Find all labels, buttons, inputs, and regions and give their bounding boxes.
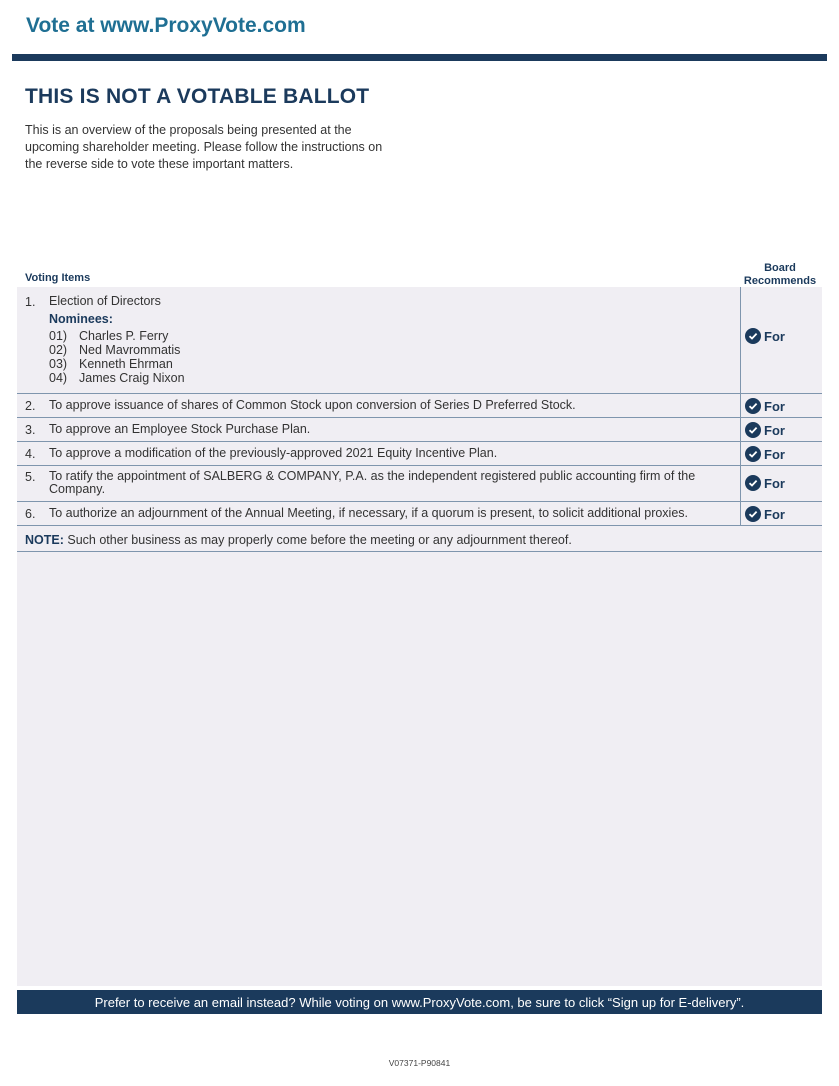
voting-item-1 [17,287,822,394]
nominee-number: 03) [49,357,68,371]
e-delivery-banner: Prefer to receive an email instead? While voting on www.ProxyVote.com, be sure to click “Sign up for E-delivery”. [17,990,822,1014]
check-circle-icon [745,422,761,438]
nominees-label: Nominees: [49,312,113,326]
check-circle-icon [745,475,761,491]
nominee-name: Charles P. Ferry [79,329,169,343]
column-divider [740,287,741,393]
voting-item-6 [17,502,822,526]
column-divider [740,502,741,525]
board-recommendation [745,398,785,414]
board-heading-line: Recommends [743,274,817,287]
item-1-body [49,295,185,385]
voting-item-4 [17,442,822,466]
check-circle-icon [745,506,761,522]
recommendation-label: For [764,446,785,462]
intro-paragraph [25,122,415,173]
nominee [49,329,185,343]
recommendation-label: For [764,506,785,522]
column-divider [740,394,741,417]
recommendation-label: For [764,398,785,414]
check-circle-icon [745,446,761,462]
board-recommendation [745,446,785,462]
item-text-line: To ratify the appointment of SALBERG & COMPANY, P.A. as the independent registered public accounting firm of the [49,469,696,483]
document-code: V07371-P90841 [388,1058,451,1068]
board-heading-line: Board [764,262,796,274]
column-divider [740,466,741,501]
item-text-line: Company. [49,482,106,496]
intro-line: the reverse side to vote these important matters. [25,157,294,171]
column-divider [740,442,741,465]
nominee-name: Ned Mavrommatis [79,343,181,357]
item-text: Election of Directors [49,294,161,308]
note-label: NOTE: [25,533,64,547]
board-recommends-heading [737,262,823,287]
note-text: Such other business as may properly come before the meeting or any adjournment thereof. [63,533,572,547]
proxyvote-link[interactable]: Vote at www.ProxyVote.com [26,14,306,37]
item-text: To approve issuance of shares of Common Stock upon conversion of Series D Preferred Stock. [49,398,576,412]
check-circle-icon [745,398,761,414]
nominee [49,357,185,371]
board-recommendation [745,328,785,344]
check-circle-icon [745,328,761,344]
intro-line: This is an overview of the proposals being presented at the [25,123,352,137]
item-text: To authorize an adjournment of the Annual Meeting, if necessary, if a quorum is present, to solicit additional proxies. [49,506,689,520]
note [25,533,572,547]
voting-item-5 [17,466,822,502]
header-rule [12,54,827,61]
voting-item-3 [17,418,822,442]
item-text: To approve an Employee Stock Purchase Plan. [49,422,311,436]
nominee-number: 02) [49,343,68,357]
item-number: 5. [25,470,36,484]
nominee-number: 01) [49,329,68,343]
nominee-name: Kenneth Ehrman [79,357,173,371]
page-title: THIS IS NOT A VOTABLE BALLOT [25,85,370,108]
recommendation-label: For [764,422,785,438]
recommendation-label: For [764,328,785,344]
recommendation-label: For [764,475,785,491]
board-recommendation [745,506,785,522]
item-text: To approve a modification of the previously-approved 2021 Equity Incentive Plan. [49,446,498,460]
item-number: 4. [25,447,36,461]
item-number: 1. [25,295,36,309]
board-recommendation [745,422,785,438]
board-recommendation [745,475,785,491]
nominee [49,343,185,357]
item-number: 3. [25,423,36,437]
item-number: 6. [25,507,36,521]
voting-item-2 [17,394,822,418]
nominee-name: James Craig Nixon [79,371,185,385]
item-number: 2. [25,399,36,413]
item-5-body [49,470,695,496]
nominee-number: 04) [49,371,68,385]
voting-items-heading: Voting Items [25,272,91,284]
nominee [49,371,185,385]
intro-line: upcoming shareholder meeting. Please follow the instructions on [25,140,383,154]
column-divider [740,418,741,441]
